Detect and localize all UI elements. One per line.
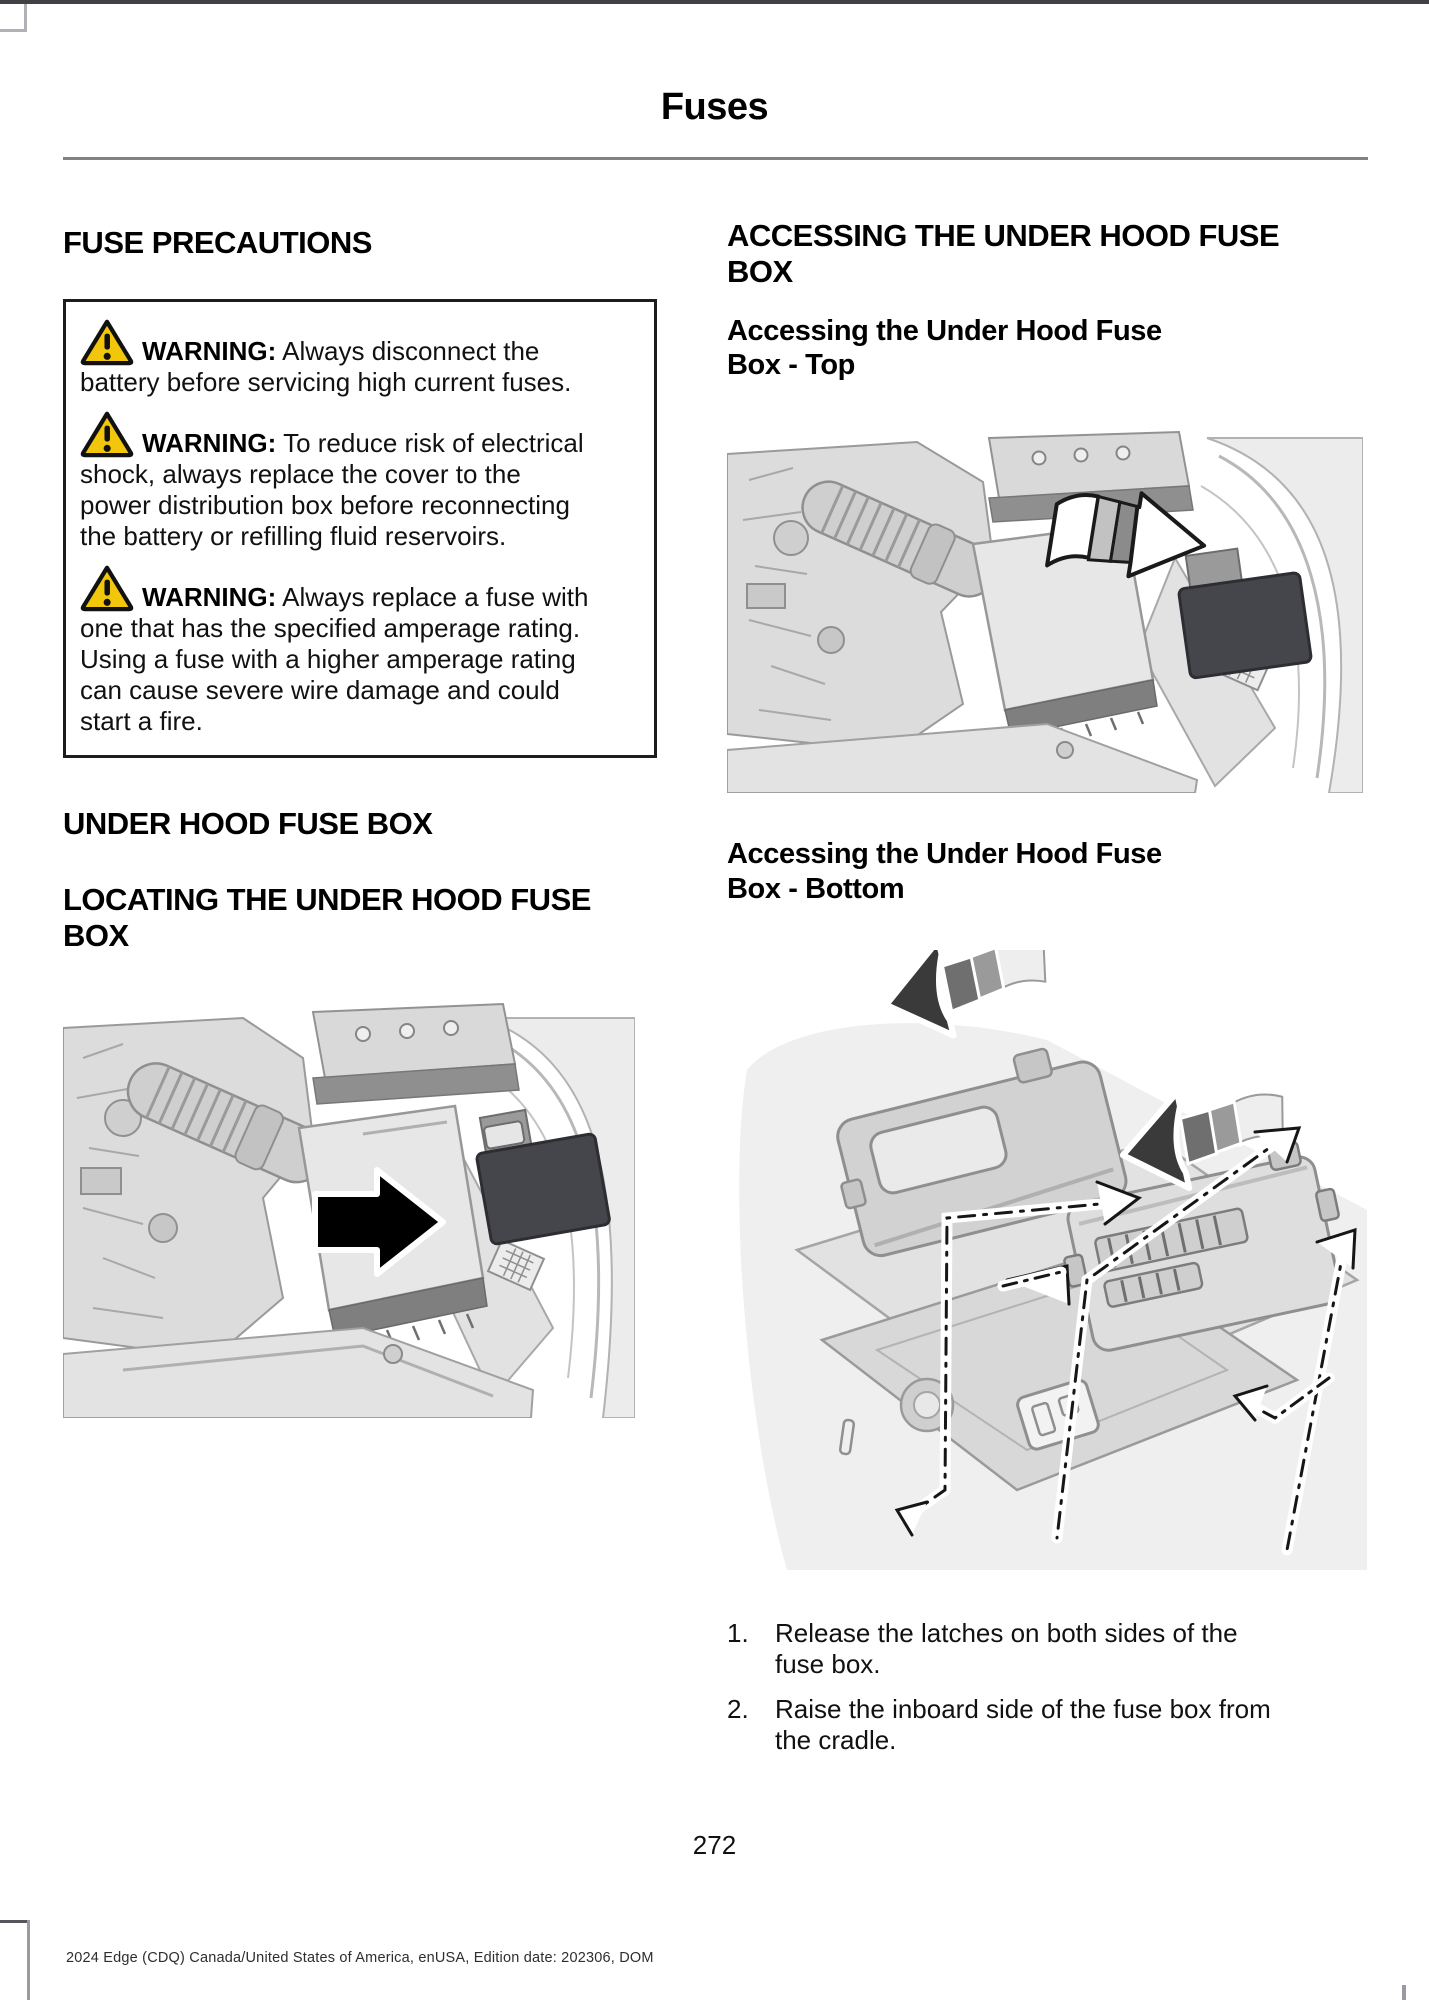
step-text: Release the latches on both sides of the fuse box. bbox=[775, 1617, 1238, 1679]
warning-paragraph bbox=[80, 410, 596, 552]
section-heading-under-hood-fuse-box: UNDER HOOD FUSE BOX bbox=[63, 805, 433, 841]
step-text: Raise the inboard side of the fuse box from the cradle. bbox=[775, 1693, 1271, 1755]
warning-label: WARNING: bbox=[142, 427, 277, 458]
left-column bbox=[63, 225, 657, 1418]
step-number: 2. bbox=[727, 1693, 749, 1724]
warning-paragraph bbox=[80, 564, 596, 737]
page-corner-mark-bottom-left bbox=[0, 1920, 30, 1923]
page-corner-mark-top-left bbox=[0, 4, 27, 32]
step-item bbox=[727, 1618, 1367, 1680]
figure-accessing-fuse-box-top bbox=[727, 428, 1363, 793]
warning-label: WARNING: bbox=[142, 581, 277, 612]
step-number: 1. bbox=[727, 1617, 749, 1648]
subheading-accessing-bottom: Accessing the Under Hood Fuse Box - Bottom bbox=[727, 838, 1162, 905]
warning-paragraph bbox=[80, 318, 596, 398]
title-divider-rule bbox=[63, 157, 1368, 160]
section-heading-fuse-precautions: FUSE PRECAUTIONS bbox=[63, 225, 372, 260]
warning-box bbox=[63, 299, 657, 758]
page-corner-mark-bottom-left-vertical bbox=[27, 1920, 30, 2000]
page-top-edge bbox=[0, 0, 1429, 4]
warning-text: To reduce risk of electrical shock, always replace the cover to the power distribution box before reconnecting the battery or refilling fluid reservoirs. bbox=[80, 427, 584, 551]
warning-triangle-icon bbox=[80, 564, 134, 612]
warning-text: Always replace a fuse with one that has the specified amperage rating. Using a fuse with a higher amperage rating can cause severe wire damage and could start a fire. bbox=[80, 581, 589, 736]
warning-label: WARNING: bbox=[142, 335, 277, 366]
warning-triangle-icon bbox=[80, 410, 134, 458]
warning-triangle-icon bbox=[80, 318, 134, 366]
figure-accessing-fuse-box-bottom bbox=[727, 950, 1367, 1570]
warning-text: Always disconnect the battery before servicing high current fuses. bbox=[80, 335, 572, 397]
figure-locating-fuse-box bbox=[63, 998, 635, 1418]
step-item bbox=[727, 1694, 1367, 1756]
section-heading-accessing-fuse-box: ACCESSING THE UNDER HOOD FUSE BOX bbox=[727, 218, 1280, 289]
subheading-accessing-top: Accessing the Under Hood Fuse Box - Top bbox=[727, 314, 1162, 382]
page-number: 272 bbox=[692, 1830, 737, 1860]
page-corner-mark-bottom-right bbox=[1402, 1985, 1406, 2000]
footer-edition-text: 2024 Edge (CDQ) Canada/United States of America, enUSA, Edition date: 202306, DOM bbox=[66, 1950, 654, 1966]
right-column bbox=[727, 218, 1367, 1756]
page-title: Fuses bbox=[660, 86, 769, 128]
instruction-steps bbox=[727, 1618, 1367, 1756]
section-heading-locating-fuse-box: LOCATING THE UNDER HOOD FUSE BOX bbox=[63, 881, 591, 953]
